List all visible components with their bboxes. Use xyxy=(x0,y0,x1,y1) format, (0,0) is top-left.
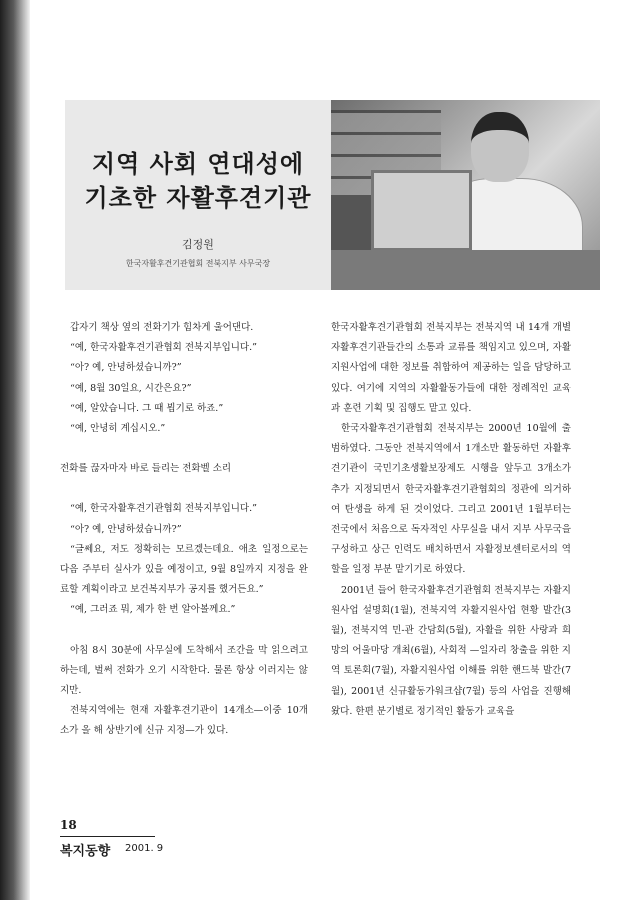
dialogue-line: “예, 안녕히 계십시오.” xyxy=(70,423,166,435)
dialogue-line: “예, 한국자활후견기관협회 전북지부입니다.” xyxy=(70,342,257,354)
author-photo xyxy=(331,100,600,290)
author-position: 한국자활후견기관협회 전북지부 사무국장 xyxy=(125,259,271,268)
left-text-column xyxy=(60,318,308,742)
issue-date: 2001. 9 xyxy=(125,843,164,854)
dialogue-line: “아? 예, 안녕하셨습니까?” xyxy=(70,523,182,535)
photo-monitor xyxy=(371,170,472,251)
paragraph: 아침 8시 30분에 사무실에 도착해서 조간을 막 읽으려고 하는데, 벌써 전화가 오기 시작한다. 물론 항상 이러지는 않지만. xyxy=(60,644,308,697)
author-name: 김정원 xyxy=(182,238,214,251)
footer-divider xyxy=(60,836,155,837)
right-text-column xyxy=(331,318,571,722)
dialogue-line: “예, 그러죠 뭐, 제가 한 번 알아볼께요.” xyxy=(70,604,236,616)
photo-desk xyxy=(331,250,600,290)
paragraph: 갑자기 책상 옆의 전화기가 힘차게 울어댄다. xyxy=(70,322,254,333)
page-number: 18 xyxy=(60,818,77,832)
photo-person-head xyxy=(471,112,529,182)
article-header xyxy=(65,100,600,290)
magazine-name: 복지동향 xyxy=(60,844,111,859)
article-title-line-2: 기초한 자활후견기관 xyxy=(84,183,312,212)
dialogue-line: “글쎄요, 저도 정확히는 모르겠는데요. 애초 일정으로는 다음 주부터 실사가 있을 예정이고, 9월 8일까지 지정을 완료할 계획이라고 보건복지부가 공지를 했거든요.” xyxy=(60,543,308,596)
page-binding-shadow xyxy=(0,0,30,900)
dialogue-line: “예, 알았습니다. 그 때 뵙기로 하죠.” xyxy=(70,402,224,414)
dialogue-line: “예, 한국자활후견기관협회 전북지부입니다.” xyxy=(70,503,257,515)
paragraph: 전북지역에는 현재 자활후견기관이 14개소—이중 10개소가 올 해 상반기에 신규 지정—가 있다. xyxy=(60,705,308,737)
paragraph: 2001년 들어 한국자활후견기관협회 전북지부는 자활지원사업 설명회(1월), 전북지역 자활지원사업 현황 발간(3월), 전북지역 민-관 간담회(5월), 자활을 위한 사랑과 희망의 어울마당 개최(6월), 사회적 —일자리 창출을 위한 지역 토론회(7월), 자활지원사업 이해를 위한 핸드북 발간(7월), 2001년 신규활동가워크샵(7월) 등의 사업을 진행해왔다. 한편 분기별로 정기적인 활동가 교육을 xyxy=(331,584,571,717)
dialogue-line: “아? 예, 안녕하셨습니까?” xyxy=(70,362,182,374)
dialogue-line: “예, 8월 30일요, 시간은요?” xyxy=(70,382,192,394)
paragraph: 한국자활후견기관협회 전북지부는 2000년 10월에 출범하였다. 그동안 전북지역에서 1개소만 활동하던 자활후견기관이 국민기초생활보장제도 시행을 앞두고 3개소가 추가 지정되면서 한국자활후견기관협회의 정관에 의거하여 탄생을 하게 된 것이었다. 그리고 2001년 1월부터는 전국에서 처음으로 독자적인 사무실을 내서 지부 사무국을 구성하고 상근 인력도 배치하면서 자활정보센터로서의 역할을 일정 부분 맡기기로 하였다. xyxy=(331,423,571,576)
paragraph: 한국자활후견기관협회 전북지부는 전북지역 내 14개 개별 자활후견기관들간의 소통과 교류를 책임지고 있으며, 자활지원사업에 대한 정보를 취합하여 제공하는 일을 담당하고 있다. 여기에 지역의 자활활동가들에 대한 정례적인 교육과 훈련 기획 및 집행도 맡고 있다. xyxy=(331,322,571,414)
paragraph: 전화를 끊자마자 바로 들리는 전화벨 소리 xyxy=(60,463,232,475)
article-title-line-1: 지역 사회 연대성에 xyxy=(91,149,305,178)
